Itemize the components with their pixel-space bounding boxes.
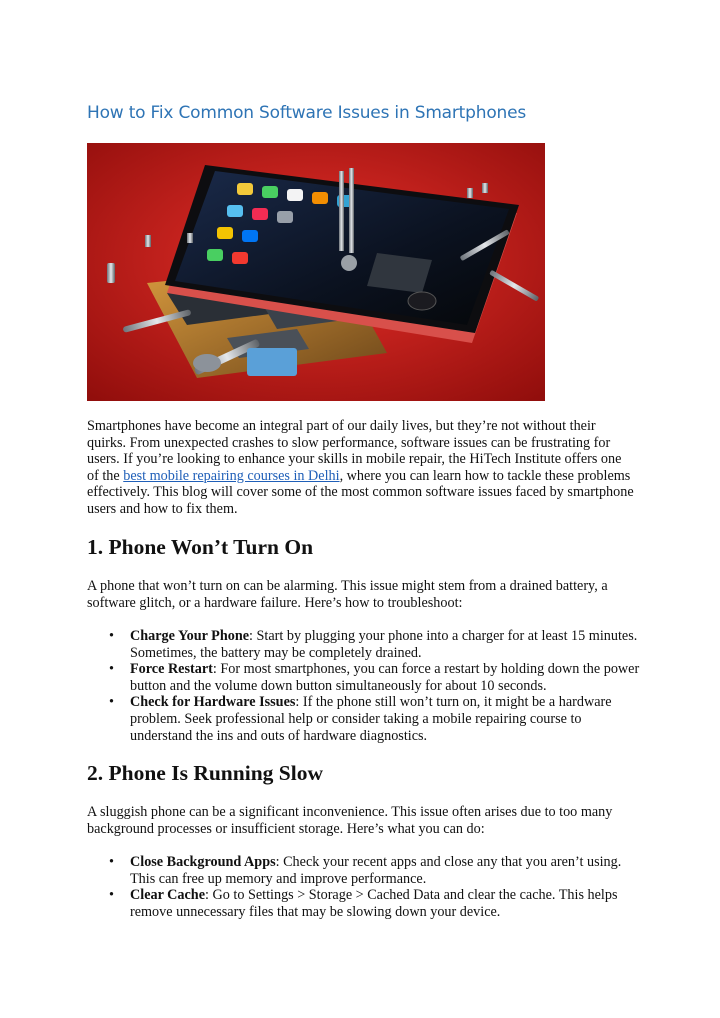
- list-item: [87, 694, 647, 744]
- section-2-bullet-list: [87, 854, 647, 920]
- bullet-icon: •: [109, 887, 114, 904]
- bullet-icon: •: [109, 628, 114, 644]
- hero-image: [87, 143, 545, 401]
- bullet-icon: •: [109, 661, 114, 678]
- list-item: [87, 661, 647, 694]
- list-item-text: : For most smartphones, you can force a restart by holding down the power button and the volume down button simultaneously for about 10 seconds.: [130, 661, 640, 694]
- list-item-term: Force Restart: [130, 661, 213, 678]
- section-heading-phone-running-slow: 2. Phone Is Running Slow: [87, 761, 323, 785]
- list-item-text: : Check your recent apps and close any that you aren’t using. This can free up memory and improve performance.: [130, 854, 622, 887]
- courses-link[interactable]: best mobile repairing courses in Delhi: [123, 467, 340, 484]
- intro-paragraph: [87, 418, 635, 518]
- list-item-term: Clear Cache: [130, 887, 205, 904]
- section-2-paragraph: A sluggish phone can be a significant inconvenience. This issue often arises due to too many background processes or insufficient storage. Here’s what you can do:: [87, 804, 613, 837]
- list-item-term: Close Background Apps: [130, 854, 276, 870]
- list-item: [87, 887, 647, 920]
- bullet-icon: •: [109, 854, 114, 870]
- section-heading-phone-wont-turn-on: 1. Phone Won’t Turn On: [87, 535, 314, 559]
- list-item-term: Check for Hardware Issues: [130, 694, 296, 711]
- list-item-text: : Go to Settings > Storage > Cached Data and clear the cache. This helps remove unnecessary files that may be slowing down your device.: [130, 887, 618, 920]
- list-item: [87, 628, 647, 661]
- smartphone-repair-illustration: [87, 143, 545, 401]
- list-item: [87, 854, 647, 887]
- list-item-text: : Start by plugging your phone into a charger for at least 15 minutes. Sometimes, the battery may be completely drained.: [130, 628, 638, 661]
- list-item-term: Charge Your Phone: [130, 628, 250, 644]
- bullet-icon: •: [109, 694, 114, 711]
- intro-text-before: Smartphones have become an integral part of our daily lives, but they’re not without their quirks. From unexpected crashes to slow performance, software issues can be frustrating for users. If you’re looking to enhance your skills in mobile repair, the HiTech Institute offers one of the: [87, 418, 622, 484]
- section-1-bullet-list: [87, 628, 647, 744]
- list-item-text: : If the phone still won’t turn on, it might be a hardware problem. Seek professional help or consider taking a mobile repairing course to understand the ins and outs of hardware diagnostics.: [130, 694, 612, 744]
- document-title: How to Fix Common Software Issues in Smartphones: [87, 103, 527, 123]
- section-1-paragraph: A phone that won’t turn on can be alarming. This issue might stem from a drained battery, a software glitch, or a hardware failure. Here’s how to troubleshoot:: [87, 578, 608, 611]
- intro-text-after: , where you can learn how to tackle these problems effectively. This blog will cover some of the most common software issues faced by smartphone users and how to fix them.: [87, 467, 634, 517]
